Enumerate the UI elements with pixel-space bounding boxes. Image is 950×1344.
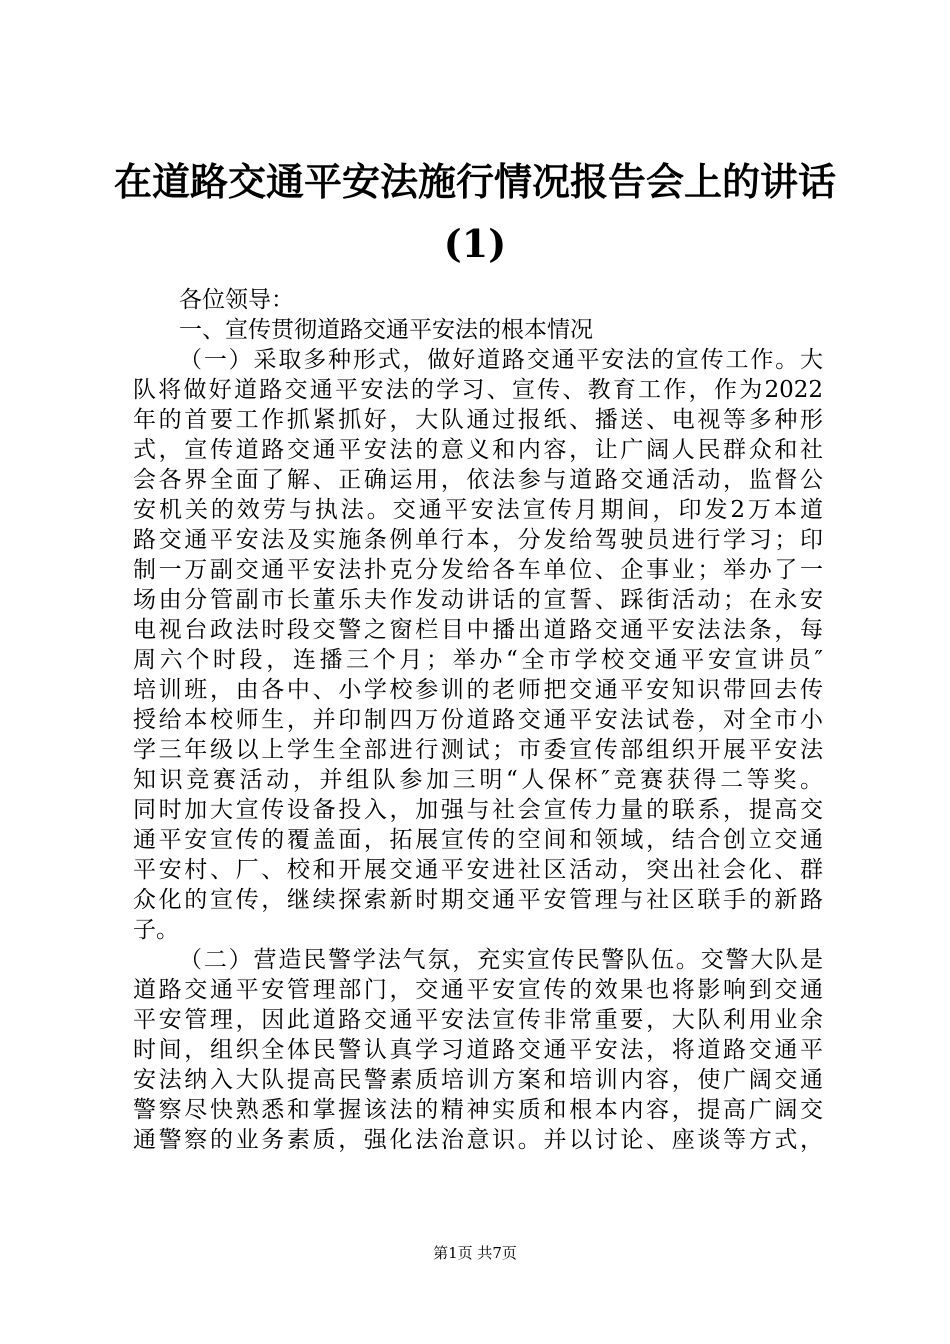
paragraph-line: 时间，组织全体民警认真学习道路交通平安法，将道路交通平 (133, 1037, 823, 1063)
paragraph-line: 场由分管副市长董乐夫作发动讲话的宣誓、踩街活动；在永安 (133, 587, 823, 613)
paragraph-2 (133, 945, 823, 1155)
paragraph-line: 队将做好道路交通平安法的学习、宣传、教育工作，作为2022 (133, 377, 823, 403)
paragraph-line: 式，宣传道路交通平安法的意义和内容，让广阔人民群众和社 (133, 437, 823, 463)
paragraph-line: 年的首要工作抓紧抓好，大队通过报纸、播送、电视等多种形 (133, 407, 823, 433)
paragraph-line: 知识竞赛活动，并组队参加三明“人保杯″竞赛获得二等奖。 (133, 767, 823, 793)
paragraph-line: 安法纳入大队提高民警素质培训方案和培训内容，使广阔交通 (133, 1067, 823, 1093)
paragraph-line: 平安村、厂、校和开展交通平安进社区活动，突出社会化、群 (133, 857, 823, 883)
paragraph-line: 电视台政法时段交警之窗栏目中播出道路交通平安法法条，每 (133, 617, 823, 643)
paragraph-line: （二）营造民警学法气氛，充实宣传民警队伍。交警大队是 (179, 947, 823, 973)
paragraph-line: 安机关的效劳与执法。交通平安法宣传月期间，印发2万本道 (133, 497, 823, 523)
paragraph-line: 通警察的业务素质，强化法治意识。并以讨论、座谈等方式， (133, 1127, 823, 1153)
paragraph-line: 授给本校师生，并印制四万份道路交通平安法试卷，对全市小 (133, 707, 823, 733)
paragraph-line: 路交通平安法及实施条例单行本，分发给驾驶员进行学习；印 (133, 527, 823, 553)
paragraph-1 (133, 345, 823, 945)
paragraph-line: 培训班，由各中、小学校参训的老师把交通平安知识带回去传 (133, 677, 823, 703)
paragraph-line: 通平安宣传的覆盖面，拓展宣传的空间和领域，结合创立交通 (133, 827, 823, 853)
paragraph-line: 子。 (133, 917, 179, 943)
paragraph-line: 道路交通平安管理部门，交通平安宣传的效果也将影响到交通 (133, 977, 823, 1003)
paragraph-line: 会各界全面了解、正确运用，依法参与道路交通活动，监督公 (133, 467, 823, 493)
page-number-footer: 第1页 共7页 (433, 1244, 517, 1262)
paragraph-line: 同时加大宣传设备投入，加强与社会宣传力量的联系，提高交 (133, 797, 823, 823)
paragraph-line: 众化的宣传，继续探索新时期交通平安管理与社区联手的新路 (133, 887, 823, 913)
section-heading: 一、宣传贯彻道路交通平安法的根本情况 (179, 317, 593, 343)
document-title: 在道路交通平安法施行情况报告会上的讲话 (113, 159, 836, 204)
paragraph-line: 周六个时段，连播三个月；举办“全市学校交通平安宣讲员″ (133, 647, 823, 673)
paragraph-line: 学三年级以上学生全部进行测试；市委宣传部组织开展平安法 (133, 737, 823, 763)
document-title-suffix: (1) (443, 221, 507, 266)
greeting: 各位领导： (179, 287, 294, 313)
paragraph-line: 警察尽快熟悉和掌握该法的精神实质和根本内容，提高广阔交 (133, 1097, 823, 1123)
paragraph-line: 制一万副交通平安法扑克分发给各车单位、企事业；举办了一 (133, 557, 823, 583)
paragraph-line: 平安管理，因此道路交通平安法宣传非常重要，大队利用业余 (133, 1007, 823, 1033)
document-body (133, 285, 823, 1155)
paragraph-line: （一）采取多种形式，做好道路交通平安法的宣传工作。大 (179, 347, 823, 373)
